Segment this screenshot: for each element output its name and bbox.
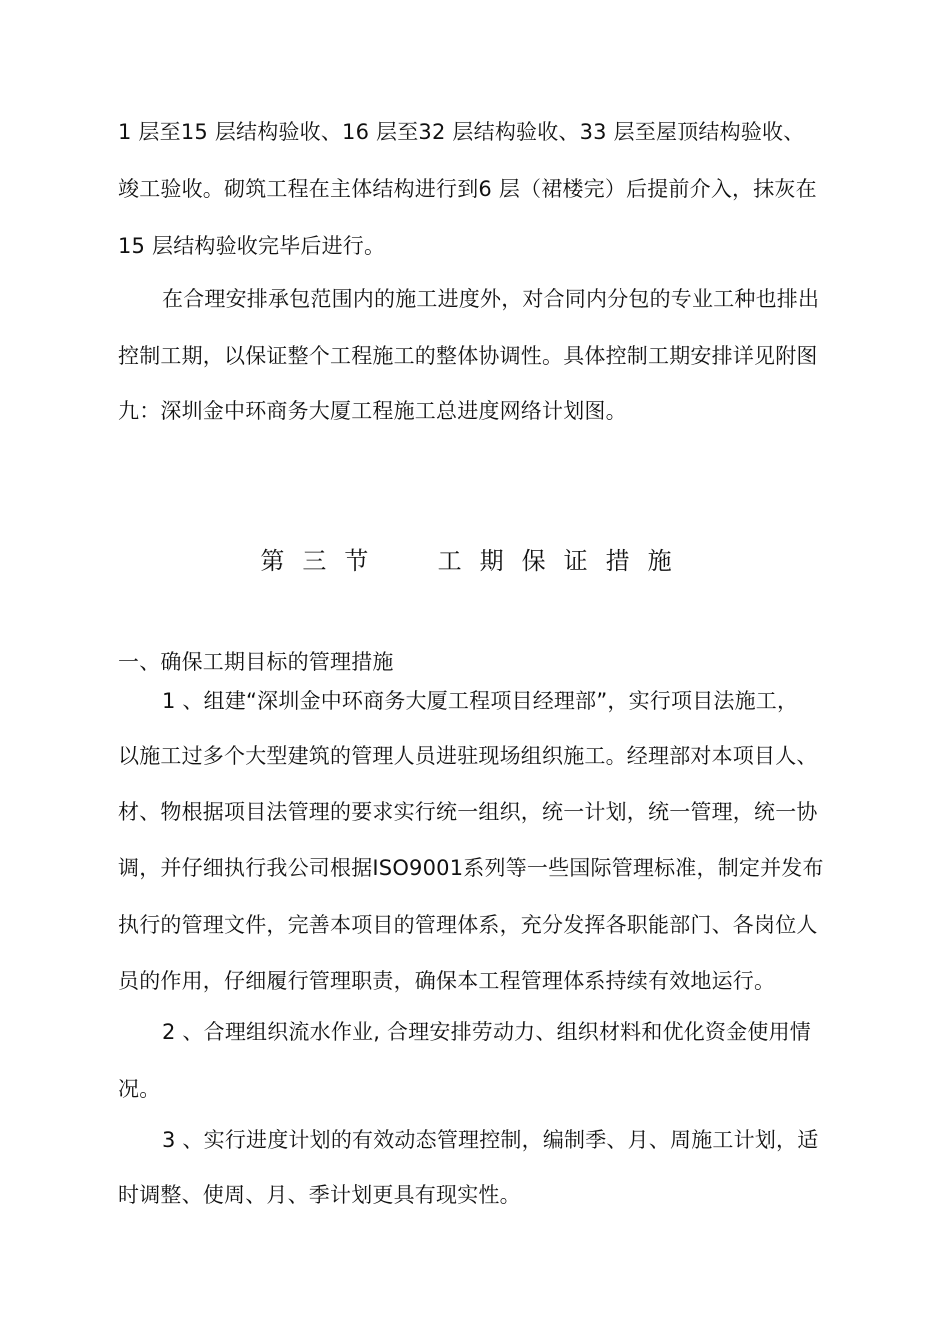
paragraph-line: 竣工验收。砌筑工程在主体结构进行到6 层（裙楼完）后提前介入，抹灰在 bbox=[118, 177, 817, 201]
item-line: 调，并仔细执行我公司根据ISO9001系列等一些国际管理标准，制定并发布 bbox=[118, 856, 824, 880]
item-line: 材、物根据项目法管理的要求实行统一组织，统一计划，统一管理，统一协 bbox=[118, 800, 818, 824]
paragraph-line: 1 层至15 层结构验收、16 层至32 层结构验收、33 层至屋顶结构验收、 bbox=[118, 120, 805, 144]
item-line: 1 、组建“深圳金中环商务大厦工程项目经理部”，实行项目法施工， bbox=[162, 689, 799, 713]
paragraph-line: 15 层结构验收完毕后进行。 bbox=[118, 234, 386, 258]
item-line: 时调整、使周、月、季计划更具有现实性。 bbox=[118, 1183, 521, 1207]
paragraph-line: 九：深圳金中环商务大厦工程施工总进度网络计划图。 bbox=[118, 399, 627, 423]
section-heading: 第三节 工期保证措施 bbox=[260, 547, 690, 575]
item-line: 执行的管理文件，完善本项目的管理体系，充分发挥各职能部门、各岗位人 bbox=[118, 913, 818, 937]
paragraph-line: 控制工期，以保证整个工程施工的整体协调性。具体控制工期安排详见附图 bbox=[118, 344, 818, 368]
item-line: 员的作用，仔细履行管理职责，确保本工程管理体系持续有效地运行。 bbox=[118, 969, 776, 993]
item-line: 以施工过多个大型建筑的管理人员进驻现场组织施工。经理部对本项目人、 bbox=[118, 744, 818, 768]
item-line: 况。 bbox=[118, 1077, 161, 1101]
item-line: 2 、合理组织流水作业, 合理安排劳动力、组织材料和优化资金使用情 bbox=[162, 1020, 811, 1044]
item-line: 3 、实行进度计划的有效动态管理控制，编制季、月、周施工计划，适 bbox=[162, 1128, 819, 1152]
paragraph-line: 在合理安排承包范围内的施工进度外，对合同内分包的专业工种也排出 bbox=[162, 287, 820, 311]
subsection-title: 一、确保工期目标的管理措施 bbox=[118, 650, 394, 674]
